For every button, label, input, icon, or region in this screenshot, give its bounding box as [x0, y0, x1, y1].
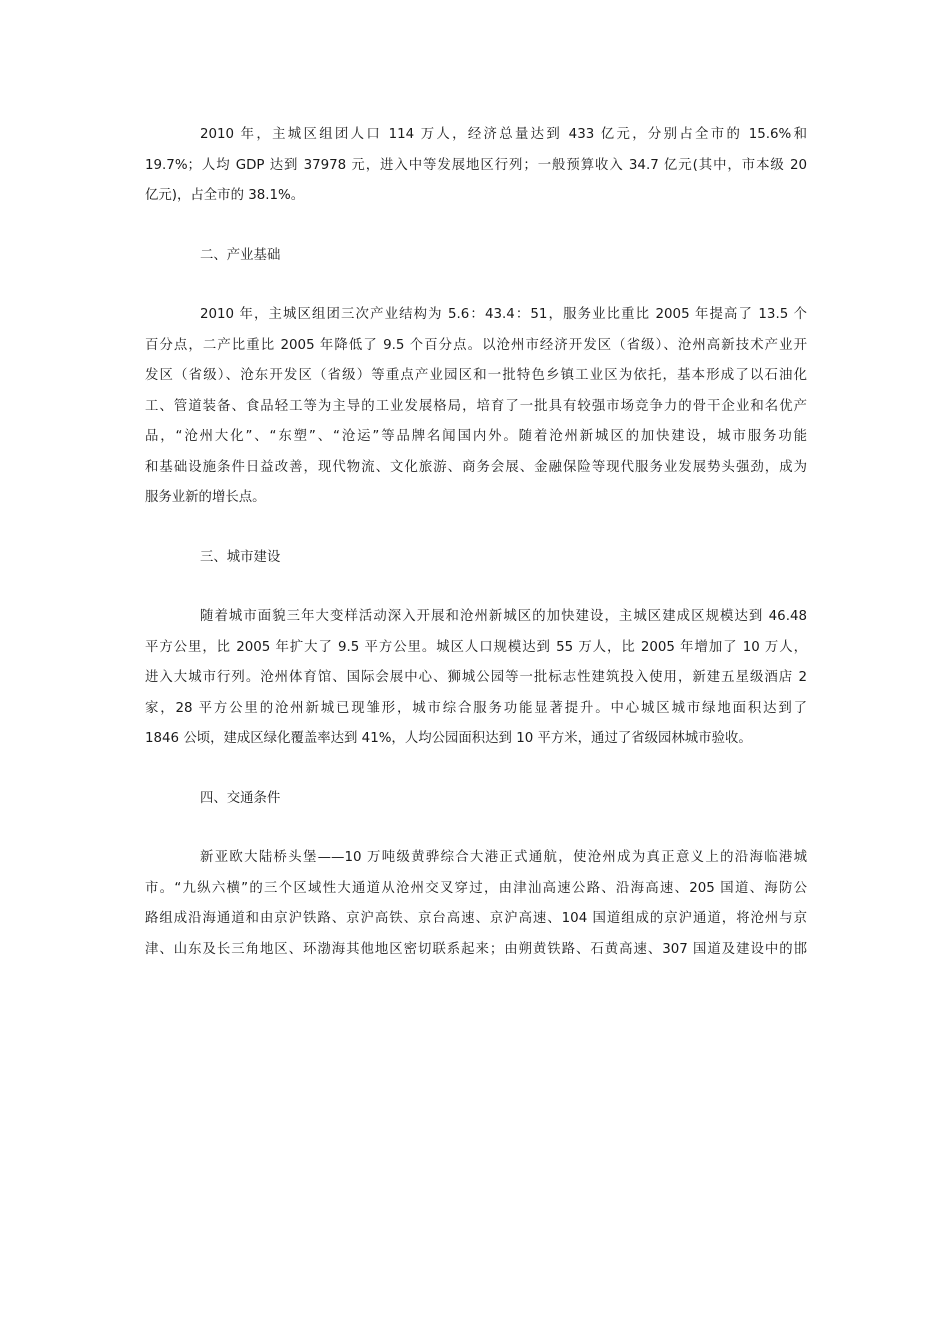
text-line: 和基础设施条件日益改善，现代物流、文化旅游、商务会展、金融保险等现代服务业发展势头强劲，成为	[145, 459, 807, 475]
text-line: 路组成沿海通道和由京沪铁路、京沪高铁、京台高速、京沪高速、104 国道组成的京沪通道，将沧州与京	[145, 911, 807, 926]
text-line: 服务业新的增长点。	[145, 490, 266, 505]
text-line: 品，“沧州大化”、“东塑”、“沧运”等品牌名闻国内外。随着沧州新城区的加快建设，城市服务功能	[145, 429, 807, 444]
heading-industry: 二、产业基础	[200, 247, 281, 263]
para-population	[145, 120, 807, 212]
text-line: 2010 年，主城区组团三次产业结构为 5.6：43.4：51，服务业比重比 2005 年提高了 13.5 个	[200, 307, 807, 322]
para-urban	[145, 602, 807, 755]
text-line: 19.7%；人均 GDP 达到 37978 元，进入中等发展地区行列；一般预算收入 34.7 亿元(其中，市本级 20	[145, 157, 807, 173]
heading-urban: 三、城市建设	[200, 549, 281, 565]
text-line: 新亚欧大陆桥头堡——10 万吨级黄骅综合大港正式通航，使沧州成为真正意义上的沿海临港城	[200, 850, 807, 865]
para-transport	[145, 843, 807, 965]
text-line: 亿元)，占全市的 38.1%。	[145, 188, 305, 203]
text-line: 家，28 平方公里的沧州新城已现雏形，城市综合服务功能显著提升。中心城区城市绿地面积达到了	[145, 700, 807, 716]
para-industry	[145, 300, 807, 514]
text-line: 随着城市面貌三年大变样活动深入开展和沧州新城区的加快建设，主城区建成区规模达到 46.48	[200, 609, 807, 624]
document-page	[145, 120, 807, 965]
text-line: 津、山东及长三角地区、环渤海其他地区密切联系起来；由朔黄铁路、石黄高速、307 国道及建设中的邯	[145, 941, 807, 957]
text-line: 百分点，二产比重比 2005 年降低了 9.5 个百分点。以沧州市经济开发区（省级）、沧州高新技术产业开	[145, 337, 807, 353]
text-line: 发区（省级）、沧东开发区（省级）等重点产业园区和一批特色乡镇工业区为依托，基本形成了以石油化	[145, 368, 807, 383]
text-line: 进入大城市行列。沧州体育馆、国际会展中心、狮城公园等一批标志性建筑投入使用，新建五星级酒店 2	[145, 670, 807, 685]
text-line: 市。“九纵六横”的三个区域性大通道从沧州交叉穿过，由津汕高速公路、沿海高速、205 国道、海防公	[145, 880, 807, 896]
text-line: 2010 年，主城区组团人口 114 万人，经济总量达到 433 亿元，分别占全市的 15.6%和	[200, 127, 807, 142]
heading-transport: 四、交通条件	[200, 790, 281, 806]
text-line: 工、管道装备、食品轻工等为主导的工业发展格局，培育了一批具有较强市场竞争力的骨干企业和名优产	[145, 398, 807, 414]
text-line: 1846 公顷，建成区绿化覆盖率达到 41%，人均公园面积达到 10 平方米，通过了省级园林城市验收。	[145, 731, 752, 746]
text-line: 平方公里，比 2005 年扩大了 9.5 平方公里。城区人口规模达到 55 万人，比 2005 年增加了 10 万人，	[145, 639, 807, 655]
